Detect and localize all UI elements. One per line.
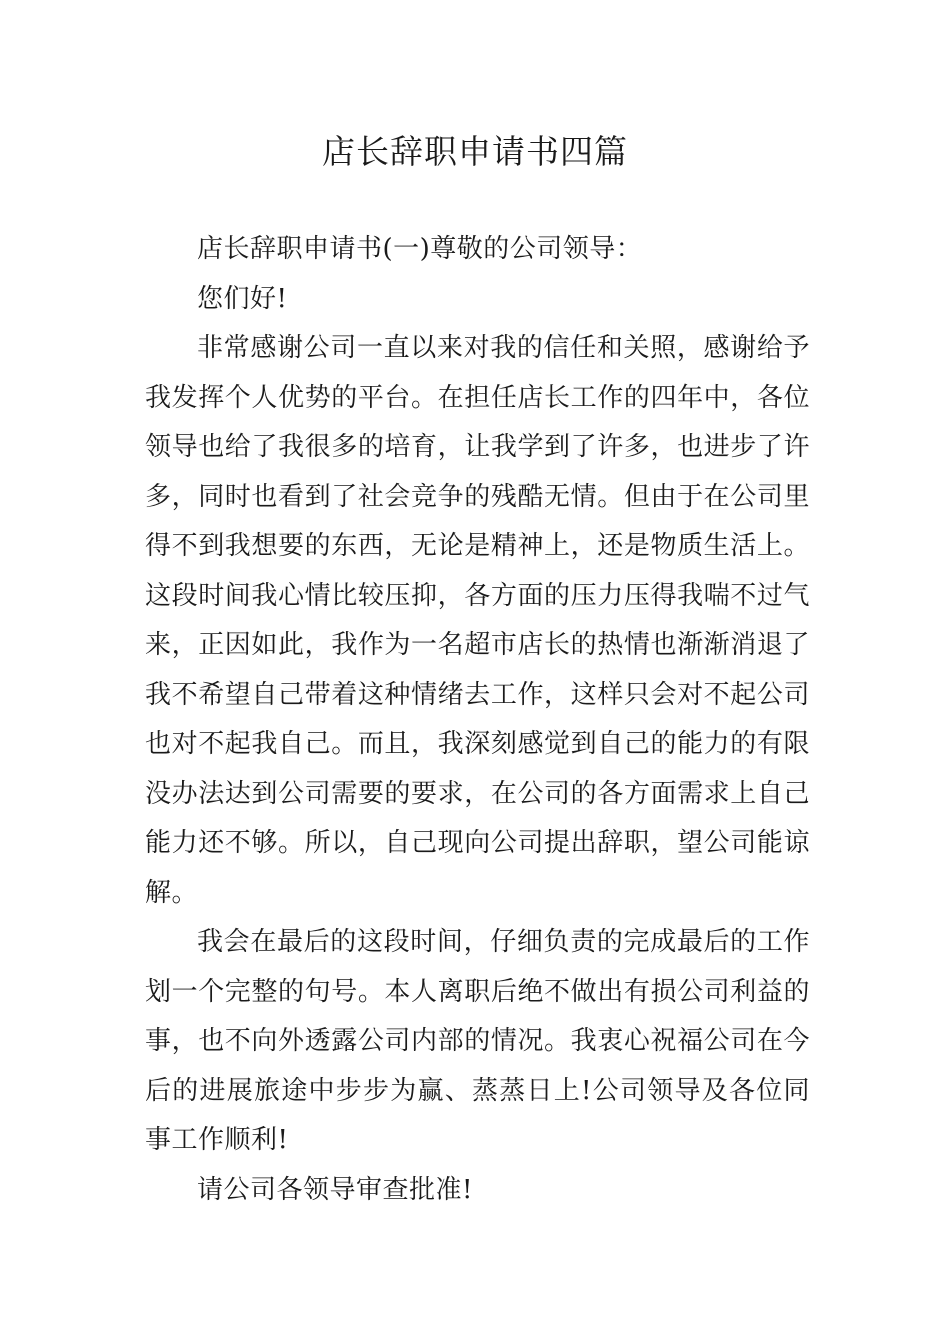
document-title: 店长辞职申请书四篇	[322, 132, 628, 171]
document-body	[145, 225, 810, 1215]
paragraph-main-reason: 非常感谢公司一直以来对我的信任和关照，感谢给予我发挥个人优势的平台。在担任店长工作的四年中，各位领导也给了我很多的培育，让我学到了许多，也进步了许多，同时也看到了社会竞争的残酷无情。但由于在公司里得不到我想要的东西，无论是精神上，还是物质生活上。这段时间我心情比较压抑，各方面的压力压得我喘不过气来，正因如此，我作为一名超市店长的热情也渐渐消退了我不希望自己带着这种情绪去工作，这样只会对不起公司也对不起我自己。而且，我深刻感觉到自己的能力的有限没办法达到公司需要的要求，在公司的各方面需求上自己能力还不够。所以，自己现向公司提出辞职，望公司能谅解。	[145, 333, 810, 908]
paragraph-greeting-header: 店长辞职申请书(一)尊敬的公司领导：	[197, 234, 643, 264]
paragraph-salutation: 您们好!	[197, 283, 288, 314]
paragraph-request-approval: 请公司各领导审查批准!	[197, 1174, 473, 1205]
paragraph-closing-wishes: 我会在最后的这段时间，仔细负责的完成最后的工作划一个完整的句号。本人离职后绝不做出有损公司利益的事，也不向外透露公司内部的情况。我衷心祝福公司在今后的进展旅途中步步为赢、蒸蒸日上!公司领导及各位同事工作顺利!	[145, 927, 810, 1155]
